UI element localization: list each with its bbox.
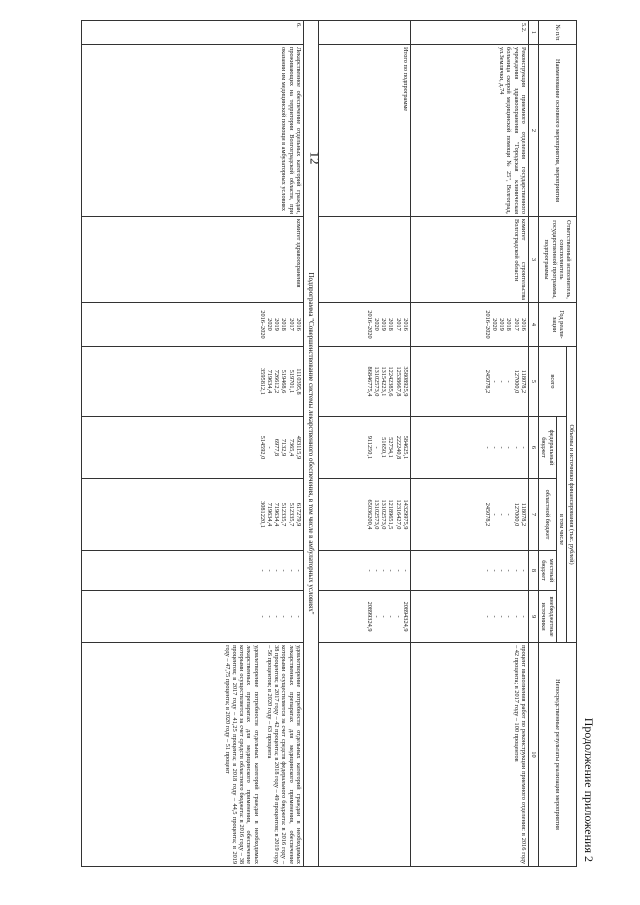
value: -: [265, 615, 273, 618]
row-52-num: 5.2.: [410, 21, 528, 45]
value: -: [505, 615, 513, 618]
value: -: [512, 615, 520, 618]
value: 512335,7: [280, 502, 288, 527]
total-total: [318, 347, 410, 417]
table-row-6: [81, 21, 303, 867]
value: 245078,2: [483, 502, 491, 527]
row-6-executor: комитет здравоохранения: [81, 217, 303, 303]
value: -: [490, 569, 498, 572]
year: 2020: [265, 318, 273, 331]
row-52-federal: [410, 417, 528, 479]
value: -: [294, 569, 302, 572]
column-number-row: [528, 21, 538, 867]
year: 2016–2020: [258, 310, 266, 339]
value: 245078,2: [483, 369, 491, 394]
value: 51650,1: [380, 437, 388, 458]
value: -: [265, 446, 273, 449]
col-num-3: 3: [528, 217, 538, 303]
value: -: [498, 380, 506, 383]
value: 13154223,1: [380, 366, 388, 397]
value: -: [387, 569, 395, 572]
value: -: [394, 615, 402, 618]
value: 719634,4: [265, 502, 273, 527]
row-52-regional: [410, 479, 528, 551]
value: -: [490, 446, 498, 449]
value: 584625,1: [401, 435, 409, 460]
value: 617279,9: [294, 502, 302, 527]
total-regional: [318, 479, 410, 551]
total-executor: [318, 217, 410, 303]
header-funding: Объемы и источники финансирования (тыс. рублей): [566, 347, 576, 643]
row-6-results-federal: удовлетворение потребности отдельных категорий граждан в необходимых лекарственных препаратах для медицинского применения, обеспечение которыми осуществляется за счет средств федерального бюджета: в 2016 году – 38 процентов; в 2017 году – 42 процента; в 2018 году – 49 процентов; в 2019 году – 56 процентов; в 2020 году – 63 процента: [265, 645, 302, 865]
value: 20894324,9: [401, 601, 409, 632]
value: -: [519, 446, 527, 449]
year: 2016–2020: [365, 310, 373, 339]
value: 719634,4: [273, 502, 281, 527]
value: 514592,0: [258, 435, 266, 460]
value: -: [372, 615, 380, 618]
row-52-executor: комитет строительства Волгоградской области: [410, 217, 528, 303]
value: 20899324,9: [365, 601, 373, 632]
value: 12316427,0: [394, 499, 402, 530]
year: 2016: [401, 318, 409, 331]
row-52-total: [410, 347, 528, 417]
row-6-extra: [81, 591, 303, 643]
year: 2016–2020: [483, 310, 491, 339]
value: -: [365, 569, 373, 572]
page-number: 12: [307, 151, 323, 165]
value: -: [380, 615, 388, 618]
value: 13102573,0: [372, 366, 380, 397]
row-6-num: 6.: [81, 21, 303, 45]
col-num-6: 6: [528, 417, 538, 479]
value: -: [512, 446, 520, 449]
value: -: [401, 569, 409, 572]
value: -: [498, 615, 506, 618]
col-num-5: 5: [528, 347, 538, 417]
header-regional: областной бюджет: [539, 479, 556, 551]
year: 2019: [380, 318, 388, 331]
year: 2016: [294, 318, 302, 331]
row-52-years: [410, 303, 528, 347]
value: -: [505, 446, 513, 449]
value: -: [490, 615, 498, 618]
table-row-5-2: [410, 21, 528, 867]
value: -: [519, 569, 527, 572]
value: 222240,8: [394, 435, 402, 460]
row-52-results: процент выполнения работ по реконструкции приемного отделения: в 2016 году – 42 процента; в 2017 году – 100 процентов: [410, 643, 528, 867]
row-6-results-regional: удовлетворение потребности отдельных категорий граждан в необходимых лекарственных препаратах для медицинского применения, обеспечение которыми осуществляется за счет средств областного бюджета: в 2016 году – 38 процентов; в 2017 году – 41,25 процента; в 2018 году – 44,5 процента; в 2019 году – 47,75 процента; в 2020 году – 51 процент: [223, 645, 260, 865]
header-executor: Ответственный исполнитель, соисполнитель государственной программы, подпрограммы: [539, 217, 577, 303]
value: -: [280, 569, 288, 572]
row-52-name: Реконструкция приемного отделения государственного учреждения здравоохранения "Городская клиническая больница скорой медицинской помощи № 25", Волгоград, ул.Землячки, д.74: [410, 45, 528, 217]
total-num: [318, 21, 410, 45]
value: 12189651,5: [387, 499, 395, 530]
row-6-name: Лекарственное обеспечение отдельных категорий граждан, проживающих на территории Волгоградской области, при оказании им медицинской помощи в амбулаторных условиях: [81, 45, 303, 217]
value: -: [498, 446, 506, 449]
value: 911250,1: [365, 435, 373, 460]
header-name: Наименование основного мероприятия, мероприятия: [539, 45, 577, 217]
row-6-results: [81, 643, 303, 867]
header-results: Непосредственные результаты реализации мероприятия: [539, 643, 577, 867]
value: 127000,0: [512, 369, 520, 394]
value: -: [483, 615, 491, 618]
value: 52734,1: [387, 437, 395, 458]
value: -: [258, 615, 266, 618]
col-num-10: 10: [528, 643, 538, 867]
value: 35808925,9: [401, 366, 409, 397]
value: -: [380, 569, 388, 572]
value: -: [273, 569, 281, 572]
header-federal: федеральный бюджет: [539, 417, 556, 479]
value: 12538667,8: [394, 366, 402, 397]
header-extra: внебюджетные источники: [539, 591, 556, 643]
value: 519468,6: [280, 369, 288, 394]
value: -: [498, 513, 506, 516]
header-num: № п/п: [539, 21, 577, 45]
total-local: [318, 551, 410, 591]
value: -: [372, 446, 380, 449]
value: 14329975,9: [401, 499, 409, 530]
row-52-local: [410, 551, 528, 591]
year: 2019: [498, 318, 506, 331]
row-52-extra: [410, 591, 528, 643]
value: 7132,9: [280, 438, 288, 457]
value: 493115,9: [294, 435, 302, 460]
total-years: [318, 303, 410, 347]
value: -: [258, 569, 266, 572]
year: 2019: [273, 318, 281, 331]
value: 13102573,0: [380, 499, 388, 530]
value: 3595812,1: [258, 368, 266, 395]
col-num-7: 7: [528, 479, 538, 551]
value: -: [294, 615, 302, 618]
value: -: [280, 615, 288, 618]
value: -: [372, 569, 380, 572]
value: -: [483, 446, 491, 449]
row-6-years: [81, 303, 303, 347]
value: -: [519, 615, 527, 618]
subprogram-title: Подпрограмма "Совершенствование системы лекарственного обеспечения, в том числе в амбулаторных условиях": [303, 21, 318, 867]
value: -: [387, 615, 395, 618]
value: -: [512, 569, 520, 572]
value: 512335,7: [287, 502, 295, 527]
total-results: [318, 643, 410, 867]
value: -: [498, 569, 506, 572]
col-num-1: 1: [528, 21, 538, 45]
row-6-local: [81, 551, 303, 591]
col-num-4: 4: [528, 303, 538, 347]
value: 7365,4: [287, 438, 295, 457]
year: 2018: [505, 318, 513, 331]
program-measures-table: [81, 20, 577, 867]
year: 2020: [490, 318, 498, 331]
year: 2017: [287, 318, 295, 331]
col-num-8: 8: [528, 551, 538, 591]
year: 2020: [372, 318, 380, 331]
total-name: Итого по подпрограмме: [318, 45, 410, 217]
value: 86846775,4: [365, 366, 373, 397]
total-extra: [318, 591, 410, 643]
value: -: [287, 615, 295, 618]
value: 719634,4: [265, 369, 273, 394]
row-6-federal: [81, 417, 303, 479]
table-row-subprogram-total: [318, 21, 410, 867]
total-federal: [318, 417, 410, 479]
value: -: [505, 380, 513, 383]
value: 65036200,4: [365, 499, 373, 530]
year: 2017: [394, 318, 402, 331]
year: 2018: [387, 318, 395, 331]
header-local: местный бюджет: [539, 551, 556, 591]
value: 13102573,0: [372, 499, 380, 530]
row-6-regional: [81, 479, 303, 551]
value: 3081220,1: [258, 501, 266, 528]
value: -: [287, 569, 295, 572]
year: 2018: [280, 318, 288, 331]
value: 118078,2: [519, 369, 527, 394]
value: 519701,1: [287, 369, 295, 394]
year: 2017: [512, 318, 520, 331]
row-6-total: [81, 347, 303, 417]
value: 726612,2: [273, 369, 281, 394]
value: -: [505, 513, 513, 516]
rotated-page-content: [35, 20, 595, 870]
value: -: [490, 513, 498, 516]
header-incl: в том числе: [556, 417, 566, 643]
value: -: [505, 569, 513, 572]
header-total: всего: [539, 347, 567, 417]
value: -: [273, 615, 281, 618]
value: -: [483, 569, 491, 572]
subprogram-title-row: [303, 21, 318, 867]
header-year: Год реали- зации: [539, 303, 577, 347]
value: 127000,0: [512, 502, 520, 527]
value: 118078,2: [519, 502, 527, 527]
value: 6977,8: [273, 438, 281, 457]
col-num-2: 2: [528, 45, 538, 217]
header-row-1: [566, 21, 576, 867]
appendix-heading: Продолжение приложения 2: [582, 717, 596, 862]
value: -: [490, 380, 498, 383]
value: 1110395,8: [294, 368, 302, 395]
value: -: [265, 569, 273, 572]
year: 2016: [519, 318, 527, 331]
value: 12242385,6: [387, 366, 395, 397]
col-num-9: 9: [528, 591, 538, 643]
value: -: [394, 569, 402, 572]
